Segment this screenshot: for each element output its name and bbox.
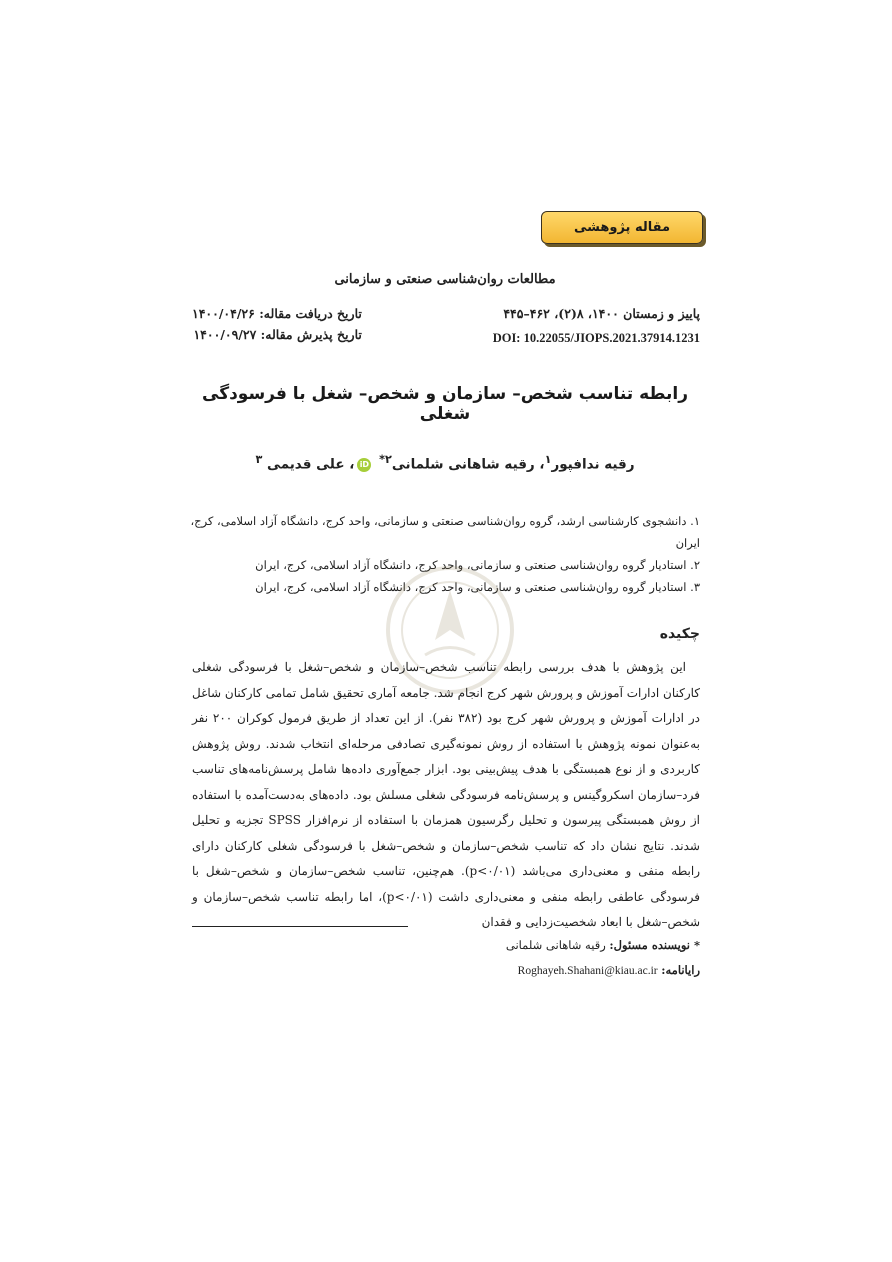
author-3-affiliation: ۳: [255, 453, 263, 466]
email-label: رایانامه:: [661, 963, 700, 977]
issue-info: پاییز و زمستان ۱۴۰۰، ۸(۲)، ۴۶۲–۴۴۵: [503, 306, 700, 321]
corresponding-name: رقیه شاهانی شلمانی: [505, 938, 606, 952]
article-dates: [192, 303, 362, 345]
article-title: رابطه تناسب شخص– سازمان و شخص– شغل با فرسودگی شغلی: [202, 384, 688, 424]
article-type-badge: مقاله پژوهشی: [541, 211, 703, 244]
affiliation-1: ۱. دانشجوی کارشناسی ارشد، گروه روان‌شناسی صنعتی و سازمانی، واحد کرج، دانشگاه آزاد اسلامی، کرج، ایران: [190, 514, 700, 550]
received-date: تاریخ دریافت مقاله: ۱۴۰۰/۰۴/۲۶: [192, 306, 362, 321]
author-2: رقیه شاهانی شلمانی: [391, 456, 535, 473]
corresponding-label: * نویسنده مسئول:: [609, 938, 700, 952]
author-2-affiliation: ۲*: [379, 453, 392, 466]
abstract-heading: چکیده: [659, 626, 700, 642]
accepted-date: تاریخ پذیرش مقاله: ۱۴۰۰/۰۹/۲۷: [193, 327, 362, 342]
author-1-affiliation: ۱: [544, 453, 552, 466]
affiliation-3: ۳. استادیار گروه روان‌شناسی صنعتی و سازمانی، واحد کرج، دانشگاه آزاد اسلامی، کرج، ایران: [255, 580, 700, 594]
corresponding-author-note: [506, 938, 700, 952]
footnote-divider: [192, 926, 408, 927]
abstract-body: این پژوهش با هدف بررسی رابطه تناسب شخص–سازمان و شخص–شغل با فرسودگی شغلی کارکنان ادارات آموزش و پرورش شهر کرج انجام شد. جامعه آماری تحقیق شامل تمامی کارکنان شاغل در ادارات آموزش و پرورش شهر کرج بود (۳۸۲ نفر). از این تعداد از طریق فرمول کوکران ۲۰۰ نفر به‌عنوان نمونه پژوهش با استفاده از روش نمونه‌گیری تصادفی مرحله‌ای انتخاب شدند. روش پژوهش کاربردی و از نوع همبستگی با هدف پیش‌بینی بود. ابزار جمع‌آوری داده‌ها شامل پرسش‌نامه‌های تناسب فرد–سازمان اسکروگینس و پرسش‌نامه فرسودگی شغلی مسلش بود. داده‌های به‌دست‌آمده با استفاده از روش همبستگی پیرسون و تحلیل رگرسیون همزمان با استفاده از نرم‌افزار SPSS تجزیه و تحلیل شدند. نتایج نشان داد که تناسب شخص–سازمان و شخص–شغل با فرسودگی شغلی کارکنان دارای رابطه منفی و معنی‌داری می‌باشد (p<۰/۰۱). هم‌چنین، تناسب شخص–سازمان و شخص–شغل با فرسودگی عاطفی رابطه منفی و معنی‌داری داشت (p<۰/۰۱)، اما رابطه تناسب شخص–سازمان و شخص–شغل با ابعاد شخصیت‌زدایی و فقدان: [192, 660, 701, 929]
affiliation-2: ۲. استادیار گروه روان‌شناسی صنعتی و سازمانی، واحد کرج، دانشگاه آزاد اسلامی، کرج، ایران: [255, 558, 700, 572]
journal-name: مطالعات روان‌شناسی صنعتی و سازمانی: [334, 272, 556, 287]
email-note: [518, 963, 700, 977]
author-1: رقیه ندافپور: [551, 456, 635, 473]
doi[interactable]: DOI: 10.22055/JIOPS.2021.37914.1231: [492, 331, 700, 345]
orcid-icon[interactable]: iD: [357, 458, 371, 472]
author-list: رقیه ندافپور$^۱$، رقیه شاهانی شلمانی$^{۲*}$ iD، علی قدیمی $^۳$: [255, 453, 635, 473]
email-link[interactable]: Roghayeh.Shahani@kiau.ac.ir: [517, 965, 658, 977]
author-3: علی قدیمی: [267, 456, 345, 473]
